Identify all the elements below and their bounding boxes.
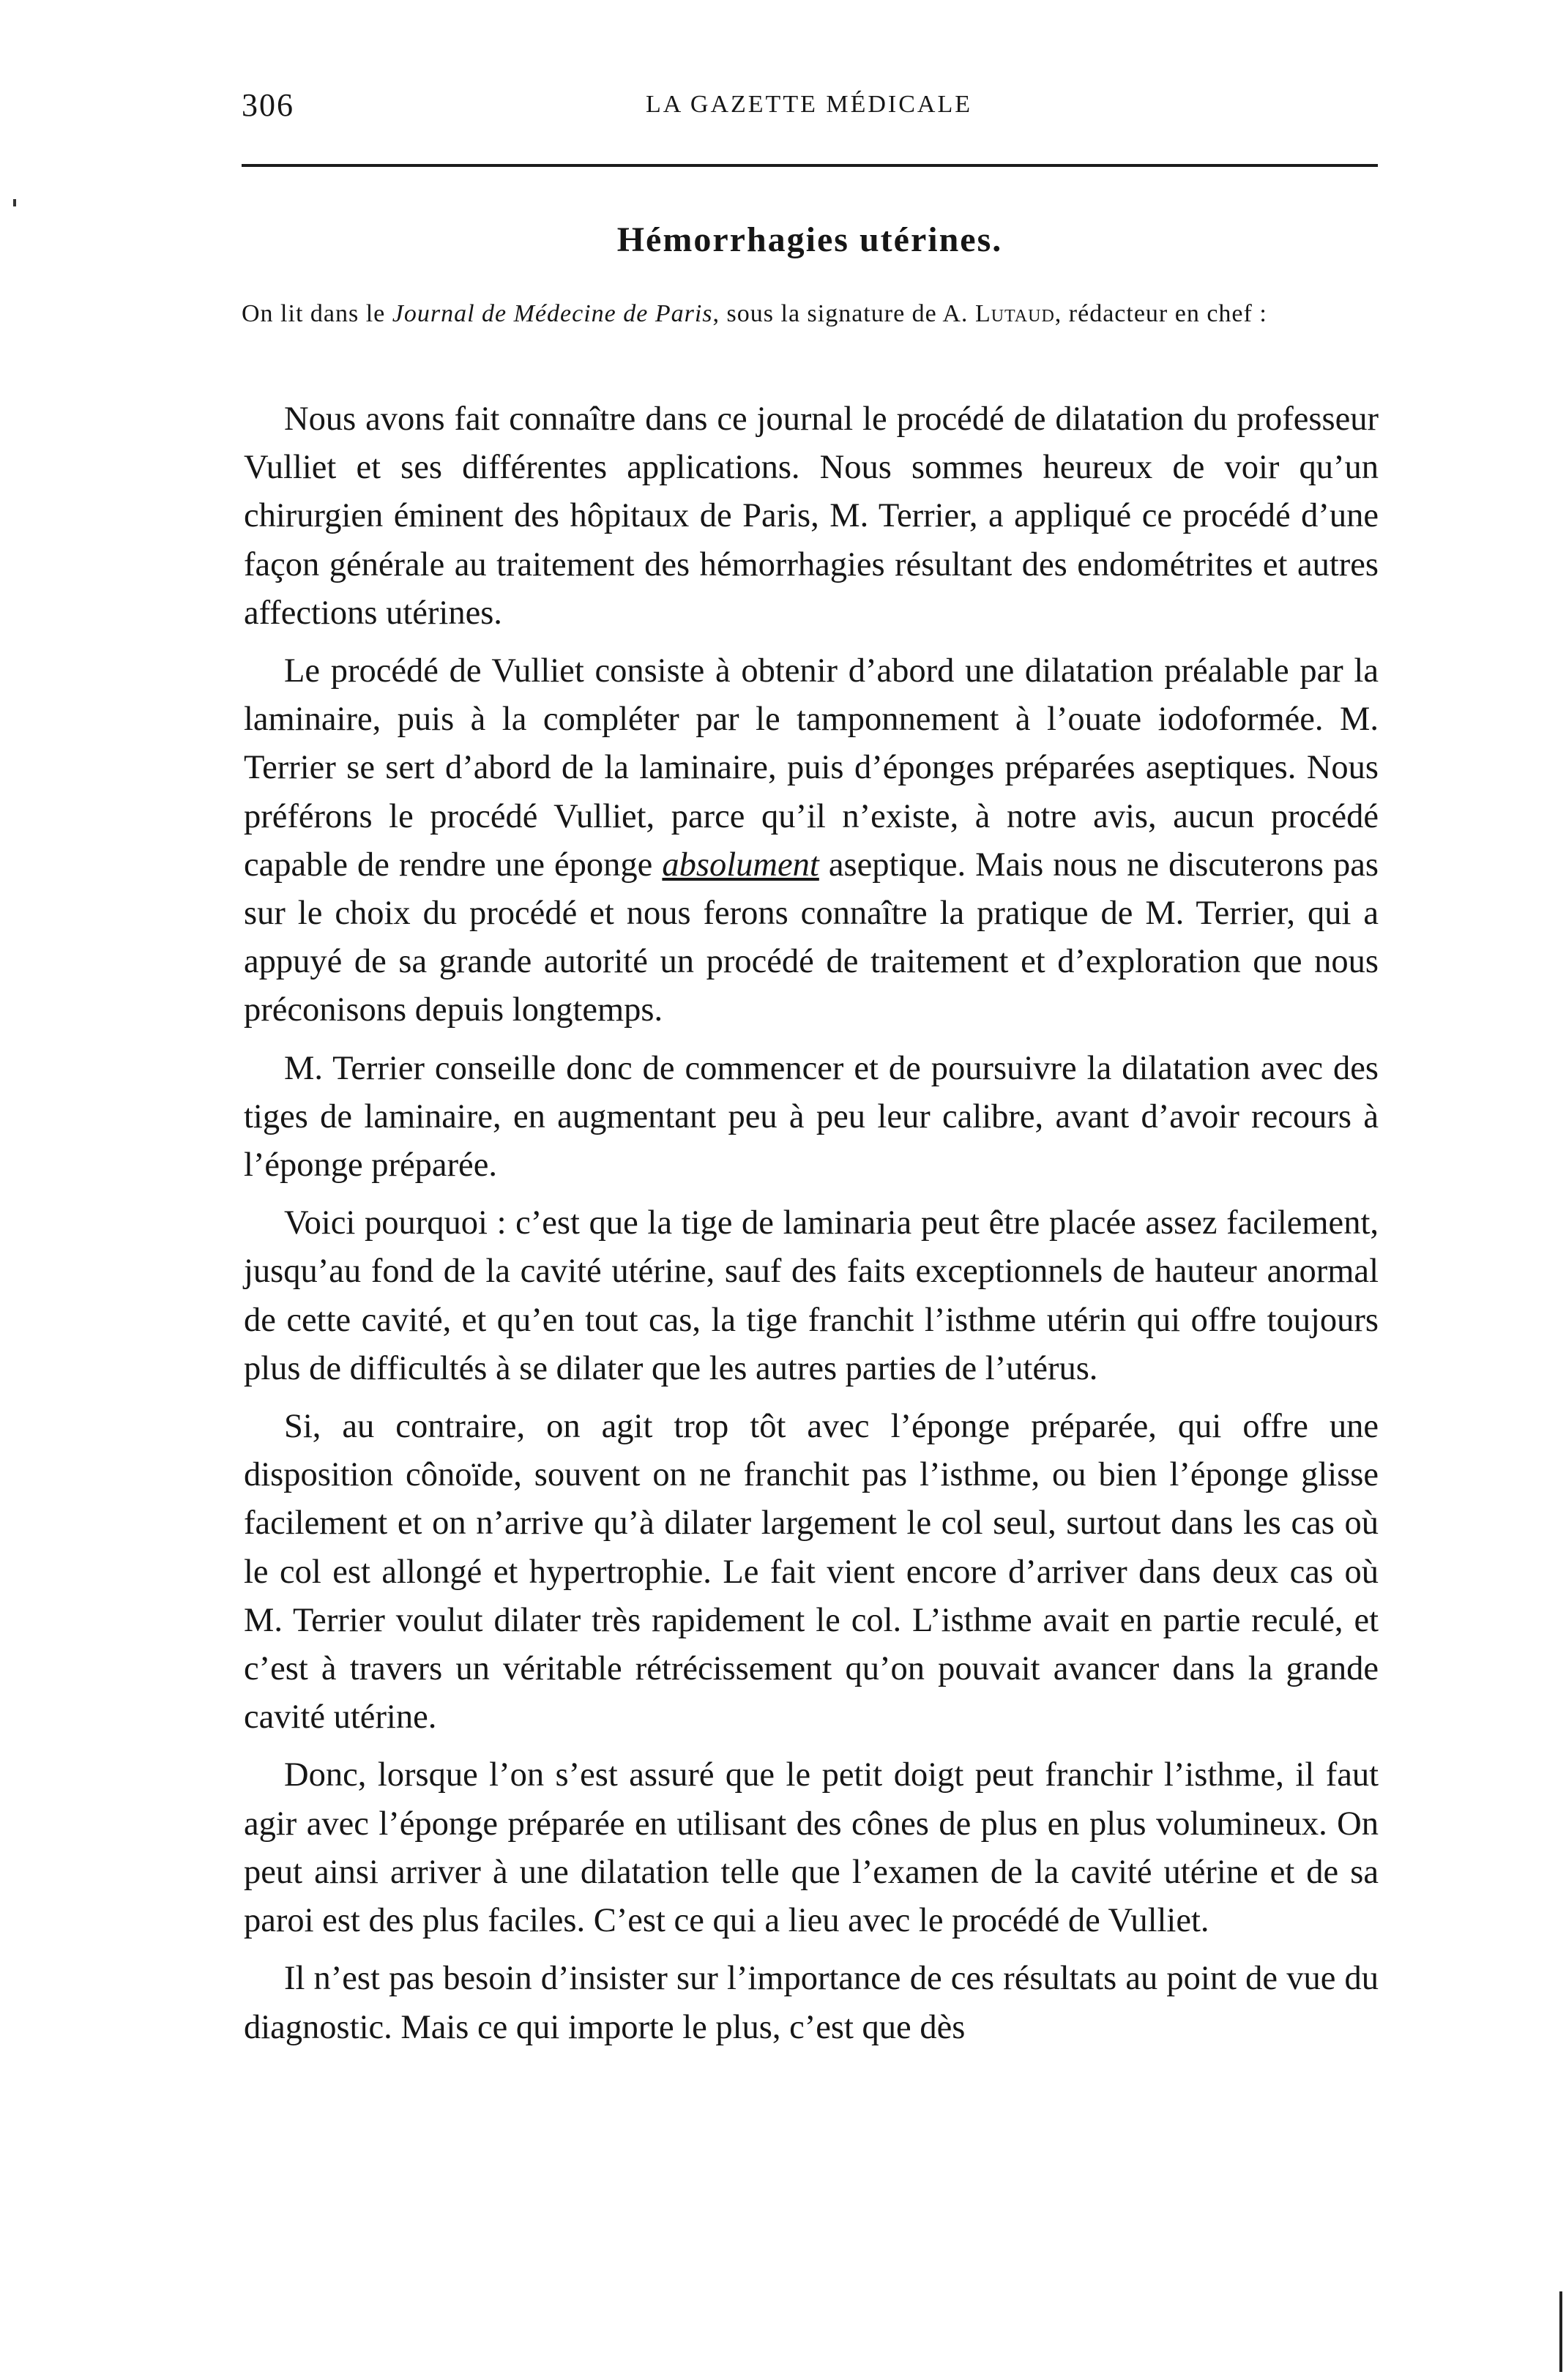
paragraph-6: Donc, lorsque l’on s’est assuré que le petit doigt peut franchir l’isthme, il faut agir avec l’éponge préparée en utilisant des cônes de plus en plus volumineux. On peut ainsi arriver à une dilatation telle que l’examen de la cavité utérine et de sa paroi est des plus faciles. C’est ce qui a lieu avec le procédé de Vulliet.: [244, 1756, 1379, 1940]
paragraph-1: Nous avons fait connaître dans ce journal le procédé de dilatation du professeur Vulliet et ses différentes applications. Nous sommes heureux de voir qu’un chirurgien éminent des hôpitaux de Paris, M. Terrier, a appliqué ce procédé d’une façon générale au traitement des hémorrhagies résultant des endométrites et autres affections utérines.: [244, 400, 1379, 632]
page-edge-mark: [1559, 2291, 1562, 2372]
emphasized-word: absolument: [662, 846, 819, 884]
running-title: LA GAZETTE MÉDICALE: [645, 91, 973, 118]
paragraph-5: Si, au contraire, on agit trop tôt avec l’éponge préparée, qui offre une disposition cônoïde, souvent on ne franchit pas l’isthme, ou bien l’éponge glisse facilement et on n’arrive qu’à dilater largement le col seul, surtout dans les cas où le col est allongé et hypertrophie. Le fait vient encore d’arriver dans deux cas où M. Terrier voulut dilater très rapidement le col. L’isthme avait en partie reculé, et c’est à travers un véritable rétrécissement qu’on pouvait avancer dans la grande cavité utérine.: [244, 1408, 1379, 1736]
page-number: 306: [242, 87, 294, 123]
article-body: [244, 395, 1379, 2052]
intro-text-middle: , sous la signature de A.: [712, 300, 975, 327]
paragraph-3: M. Terrier conseille donc de commencer et de poursuivre la dilatation avec des tiges de laminaire, en augmentant peu à peu leur calibre, avant d’avoir recours à l’éponge préparée.: [244, 1049, 1379, 1185]
paragraph-2-start: Le procédé de Vulliet consiste à obtenir d’abord une dilatation préalable par la laminaire, puis à la compléter par le tamponnement à l’ouate iodoformée. M. Terrier se sert d’abord de la laminaire, puis d’éponges préparées aseptiques. Nous préférons le procédé Vulliet, parce qu’il n’existe, à notre avis, aucun procédé capable de rendre une éponge: [244, 652, 1379, 884]
article-title: Hémorrhagies utérines.: [616, 220, 1003, 259]
article-intro: [242, 299, 1378, 329]
margin-speck: [13, 199, 16, 206]
paragraph-2: [244, 647, 1379, 1035]
source-journal: Journal de Médecine de Paris: [392, 300, 713, 327]
paragraph-7: Il n’est pas besoin d’insister sur l’importance de ces résultats au point de vue du diagnostic. Mais ce qui importe le plus, c’est que dès: [244, 1960, 1379, 2046]
intro-text-start: On lit dans le: [242, 300, 392, 327]
header-rule: [242, 164, 1378, 167]
paragraph-4: Voici pourquoi : c’est que la tige de laminaria peut être placée assez facilement, jusqu’au fond de la cavité utérine, sauf des faits exceptionnels de hauteur anormal de cette cavité, et qu’en tout cas, la tige franchit l’isthme utérin qui offre toujours plus de difficultés à se dilater que les autres parties de l’utérus.: [244, 1204, 1379, 1387]
author-role: , rédacteur en chef :: [1054, 300, 1267, 327]
page-header: [242, 86, 1376, 130]
author-name: Lutaud: [974, 300, 1055, 327]
paragraph-2-end: aseptique. Mais nous ne discuterons pas sur le choix du procédé et nous ferons connaître la pratique de M. Terrier, qui a appuyé de sa grande autorité un procédé de traitement et d’exploration que nous préconisons depuis longtemps.: [244, 846, 1379, 1029]
